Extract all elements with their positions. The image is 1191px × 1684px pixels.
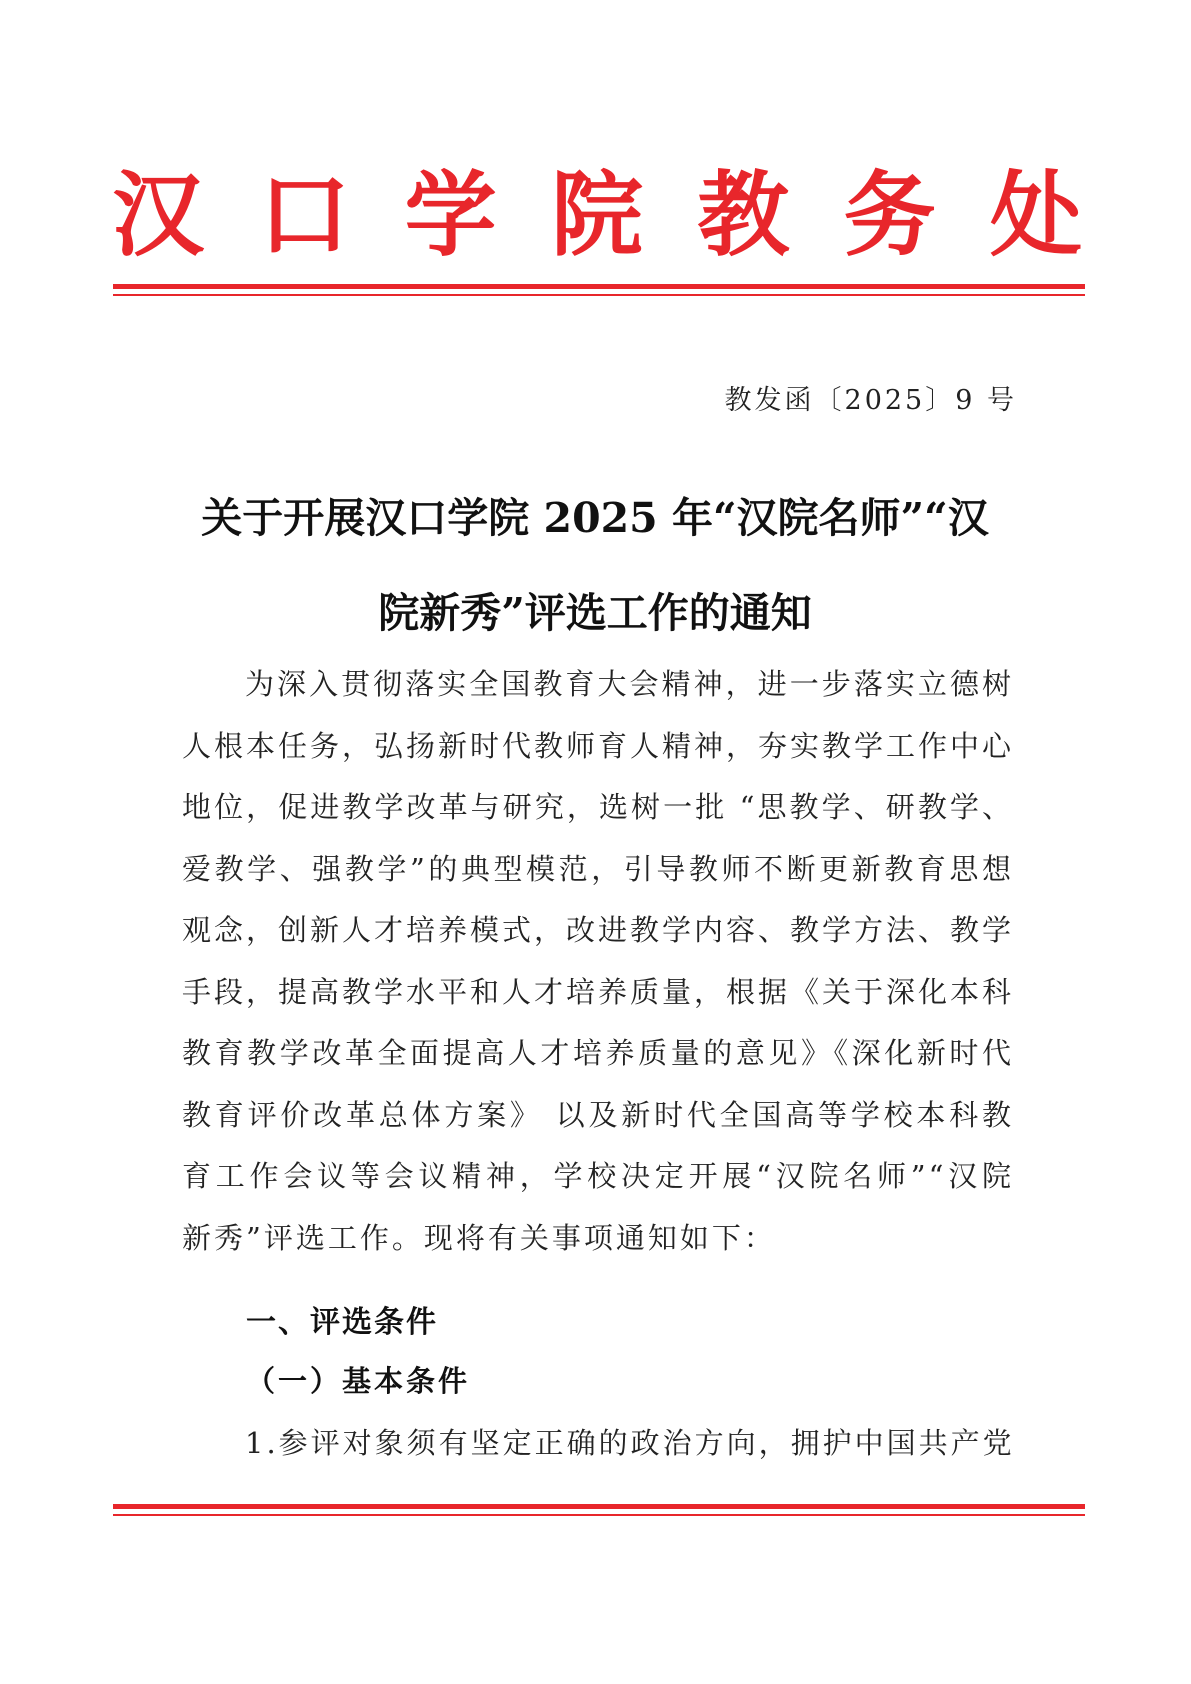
body-line: 地位，促进教学改革与研究，选树一批 “思教学、研教学、 [182,790,1014,824]
footer-rule-thick [113,1504,1085,1509]
header-rule-thin [113,294,1085,296]
body-line: 观念，创新人才培养模式，改进教学内容、教学方法、教学 [182,913,1015,947]
org-header-title [112,160,1082,270]
org-char: 口 [258,161,351,269]
subsection-heading: （一）基本条件 [246,1364,471,1398]
body-line: 新秀”评选工作。现将有关事项通知如下： [182,1220,776,1255]
body-line: 为深入贯彻落实全国教育大会精神，进一步落实立德树 [245,667,1014,701]
body-line: 育工作会议等会议精神，学校决定开展“汉院名师”“汉院 [182,1159,1014,1193]
document-title-line2: 院新秀”评选工作的通知 [378,589,812,637]
body-line: 教育教学改革全面提高人才培养质量的意见》《深化新时代 [182,1036,1014,1070]
section-heading: 一、评选条件 [246,1305,438,1340]
document-number: 教发函〔2025〕9 号 [724,385,1017,416]
org-char: 学 [404,161,497,269]
org-char: 汉 [112,161,205,269]
header-rule-thick [113,284,1085,289]
list-item: 1.参评对象须有坚定正确的政治方向，拥护中国共产党 [245,1426,1015,1460]
footer-rule-thin [113,1514,1085,1516]
org-char: 处 [989,161,1082,269]
body-line: 教育评价改革总体方案》 以及新时代全国高等学校本科教 [182,1097,1014,1132]
body-paragraph [182,654,1014,1269]
body-line: 爱教学、强教学”的典型模范，引导教师不断更新教育思想 [182,851,1014,886]
body-line: 人根本任务，弘扬新时代教师育人精神，夯实教学工作中心 [182,728,1015,763]
org-char: 务 [843,161,936,269]
body-line: 手段，提高教学水平和人才培养质量，根据《关于深化本科 [182,974,1015,1009]
document-title-line1: 关于开展汉口学院 2025 年“汉院名师”“汉 [201,494,989,542]
org-char: 院 [550,161,643,269]
org-char: 教 [697,161,790,269]
